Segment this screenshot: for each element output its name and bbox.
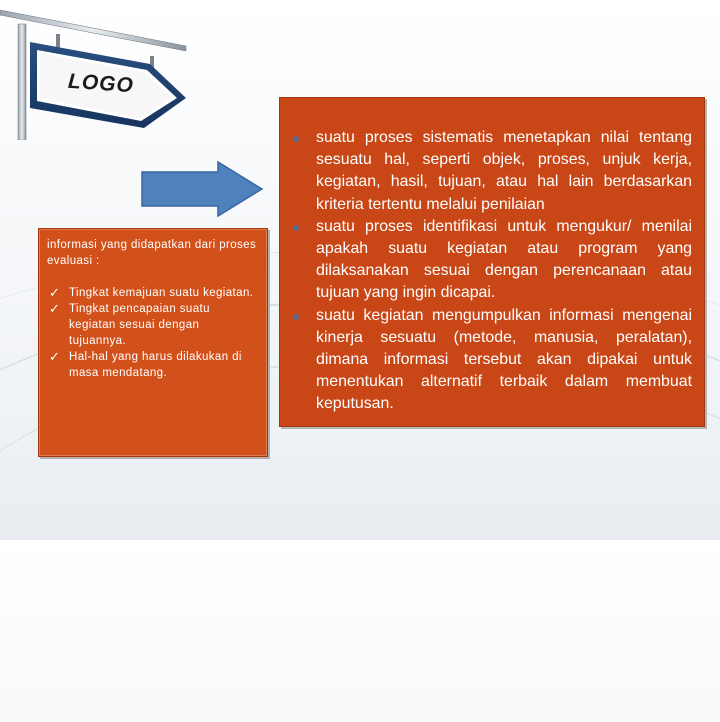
check-icon: ✓ bbox=[49, 301, 61, 316]
check-list bbox=[47, 285, 259, 381]
list-item-text: suatu proses sistematis menetapkan nilai tentang sesuatu hal, seperti objek, proses, unjuk kerja, kegiatan, hasil, tujuan, atau hal lain berdasarkan kriteria tertentu melalui penilaian bbox=[316, 129, 692, 213]
list-item-text: suatu kegiatan mengumpulkan informasi mengenai kinerja sesuatu (metode, manusia, peralatan), dimana informasi tersebut akan dipakai untuk menentukan alternatif terbaik dalam membuat keputusan. bbox=[316, 306, 692, 413]
right-arrow-icon bbox=[140, 160, 265, 218]
definition-list bbox=[290, 127, 692, 416]
check-icon: ✓ bbox=[49, 349, 61, 364]
square-bullet-icon: ■ bbox=[293, 222, 300, 234]
list-item bbox=[47, 349, 259, 381]
signpost-arrow-icon bbox=[0, 0, 200, 140]
list-item-text: suatu proses identifikasi untuk mengukur/ menilai apakah suatu kegiatan atau program yang dilaksanakan sesuai dengan perencanaan atau tujuan yang ingin dicapai. bbox=[316, 217, 692, 302]
definition-box bbox=[279, 97, 705, 427]
info-intro: informasi yang didapatkan dari proses evaluasi : bbox=[47, 239, 257, 267]
list-item-text: Hal-hal yang harus dilakukan di masa mendatang. bbox=[69, 351, 242, 379]
logo bbox=[0, 0, 200, 140]
list-item bbox=[290, 305, 692, 416]
check-icon: ✓ bbox=[49, 285, 61, 300]
evaluation-info-box bbox=[38, 228, 268, 457]
list-item bbox=[290, 127, 692, 216]
list-item-text: Tingkat pencapaian suatu kegiatan sesuai dengan tujuannya. bbox=[69, 303, 210, 347]
list-item bbox=[47, 301, 259, 349]
list-item-text: Tingkat kemajuan suatu kegiatan. bbox=[69, 287, 254, 299]
square-bullet-icon: ■ bbox=[293, 134, 300, 145]
list-item bbox=[47, 285, 259, 301]
logo-text: LOGO bbox=[67, 69, 135, 98]
square-bullet-icon: ■ bbox=[293, 311, 300, 323]
list-item bbox=[290, 216, 692, 305]
